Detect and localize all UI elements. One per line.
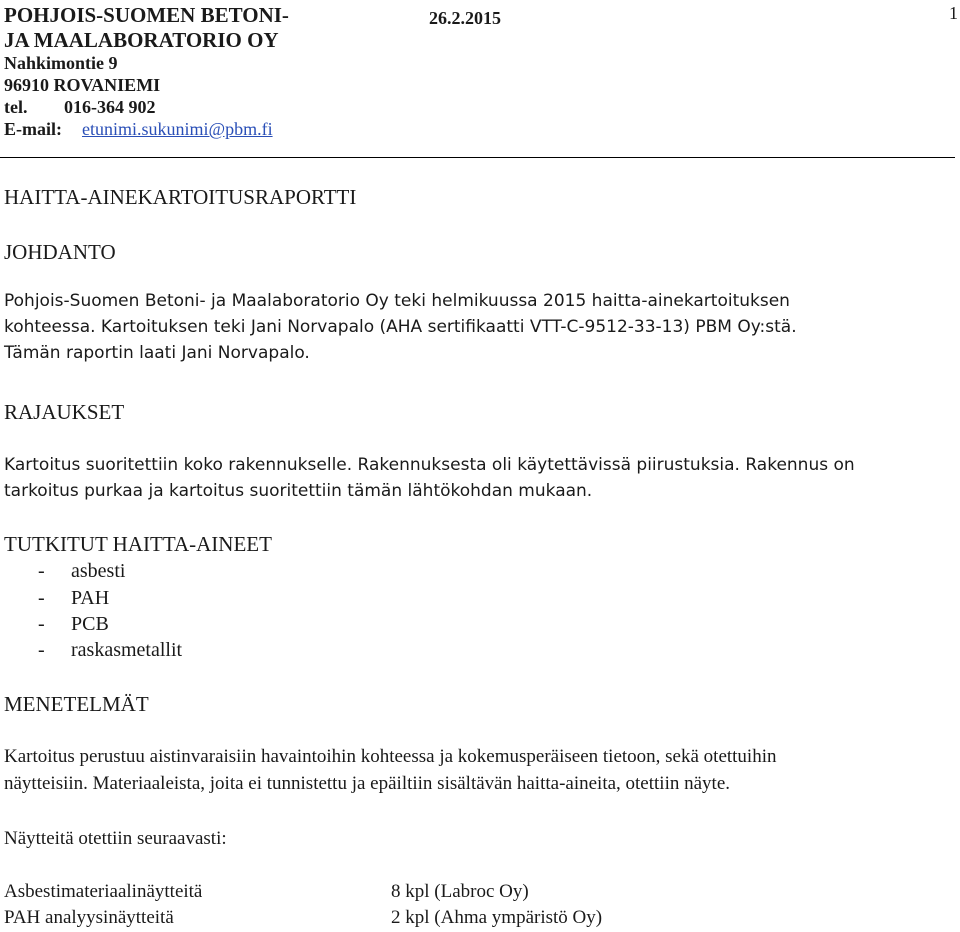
section-heading-substances: TUTKITUT HAITTA-AINEET — [4, 532, 272, 556]
intro-line-3: Tämän raportin laati Jani Norvapalo. — [4, 343, 310, 363]
list-item — [38, 560, 125, 583]
intro-line-1: Pohjois-Suomen Betoni- ja Maalaboratorio Oy teki helmikuussa 2015 haitta-ainekartoituksen — [4, 291, 790, 311]
email-address: etunimi.sukunimi@pbm.fi — [82, 119, 273, 139]
report-date: 26.2.2015 — [429, 8, 501, 28]
scope-line-2: tarkoitus purkaa ja kartoitus suoritettiin tämän lähtökohdan mukaan. — [4, 481, 593, 501]
list-item-text: raskasmetallit — [71, 639, 183, 661]
report-title: HAITTA-AINEKARTOITUSRAPORTTI — [4, 185, 357, 209]
bullet-dash: - — [38, 613, 45, 635]
sample-label: Asbestimateriaalinäytteitä — [4, 881, 203, 902]
phone-label: tel. — [4, 97, 28, 117]
methods-line-1: Kartoitus perustuu aistinvaraisiin havaintoihin kohteessa ja kokemusperäiseen tietoon, sekä otettuihin — [4, 746, 777, 767]
samples-intro: Näytteitä otettiin seuraavasti: — [4, 828, 227, 849]
bullet-dash: - — [38, 560, 45, 582]
company-name-line1: POHJOIS-SUOMEN BETONI- — [4, 3, 289, 27]
list-item-text: asbesti — [71, 560, 126, 582]
scope-line-1: Kartoitus suoritettiin koko rakennukselle. Rakennuksesta oli käytettävissä piirustuksia. Rakennus on — [4, 455, 855, 475]
address-city: 96910 ROVANIEMI — [4, 75, 161, 95]
list-item — [38, 613, 109, 636]
phone-value: 016-364 902 — [64, 97, 156, 117]
section-heading-methods: MENETELMÄT — [4, 692, 149, 716]
list-item — [38, 587, 109, 610]
bullet-dash: - — [38, 587, 45, 609]
section-heading-scope: RAJAUKSET — [4, 400, 125, 424]
email-link[interactable] — [82, 118, 273, 140]
address-street: Nahkimontie 9 — [4, 53, 118, 73]
sample-label: PAH analyysinäytteitä — [4, 907, 174, 928]
email-label: E-mail: — [4, 119, 62, 139]
page-number: 1 — [949, 3, 958, 23]
header-divider — [0, 157, 955, 158]
intro-line-2: kohteessa. Kartoituksen teki Jani Norvapalo (AHA sertifikaatti VTT-C-9512-33-13) PBM Oy:stä. — [4, 317, 797, 337]
sample-value: 8 kpl (Labroc Oy) — [391, 881, 529, 902]
list-item-text: PCB — [71, 613, 109, 635]
list-item-text: PAH — [71, 587, 110, 609]
list-item — [38, 639, 182, 662]
company-name-line2: JA MAALABORATORIO OY — [4, 28, 279, 52]
methods-line-2: näytteisiin. Materiaaleista, joita ei tunnistettu ja epäiltiin sisältävän haitta-aineita, otettiin näyte. — [4, 773, 730, 794]
sample-value: 2 kpl (Ahma ympäristö Oy) — [391, 907, 603, 928]
bullet-dash: - — [38, 639, 45, 661]
section-heading-intro: JOHDANTO — [4, 240, 116, 264]
